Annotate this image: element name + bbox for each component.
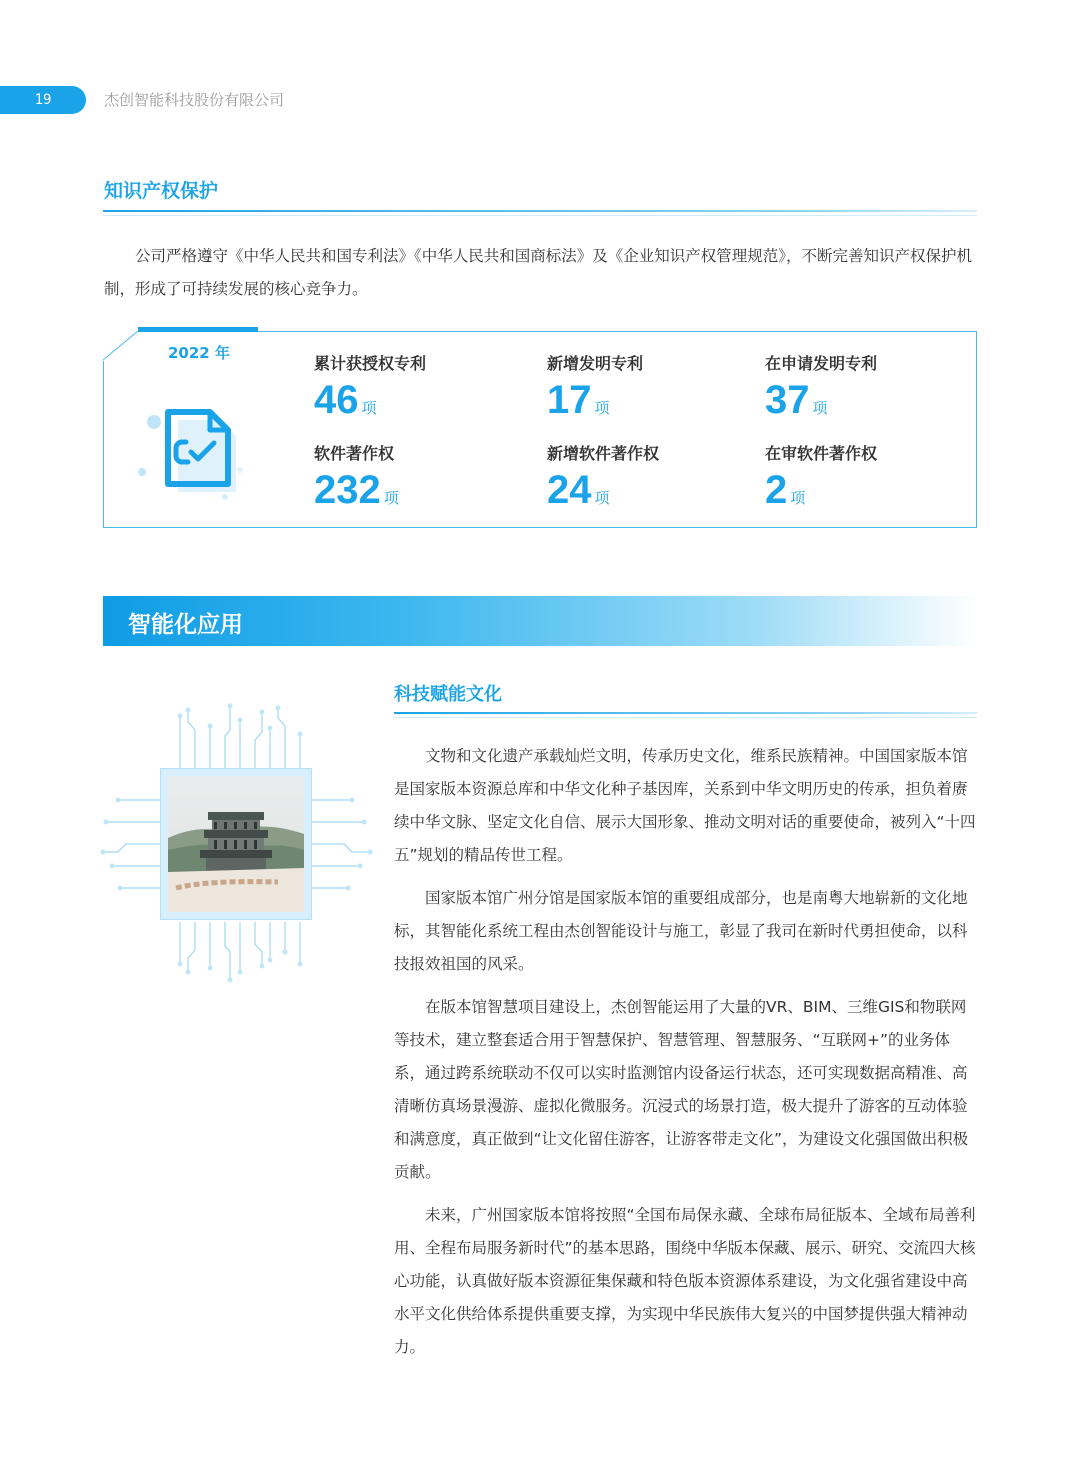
stat-value-reviewing-software-copyright: 2 项: [765, 468, 806, 512]
document-check-icon: [128, 380, 248, 510]
paragraph: 未来，广州国家版本馆将按照“全国布局保永藏、全球布局征版本、全域布局善利用、全程布局服务新时代”的基本思路，围绕中华版本保藏、展示、研究、交流四大核心功能，认真做好版本资源征集保藏和特色版本资源体系建设，为文化强省建设中高水平文化供给体系提供重要支撑，为实现中华民族伟大复兴的中国梦提供强大精神动力。: [394, 1206, 976, 1356]
year-tab: [138, 327, 258, 332]
box-corner-decoration: [103, 331, 139, 361]
paragraph: 国家版本馆广州分馆是国家版本馆的重要组成部分，也是南粤大地崭新的文化地标，其智能化系统工程由杰创智能设计与施工，彰显了我司在新时代勇担使命，以科技报效祖国的风采。: [394, 889, 968, 973]
banner-title: 智能化应用: [128, 612, 243, 638]
stat-label-software-copyright: 软件著作权: [314, 444, 395, 463]
stat-label-granted-patents: 累计获授权专利: [314, 354, 427, 373]
section-rule-thin: [103, 215, 977, 216]
section-title-ip: 知识产权保护: [104, 180, 219, 202]
subsection-title: 科技赋能文化: [394, 684, 502, 705]
national-archives-building-photo: [168, 776, 304, 912]
stat-label-reviewing-software-copyright: 在审软件著作权: [765, 444, 878, 463]
company-name: 杰创智能科技股份有限公司: [104, 91, 285, 109]
subsection-rule-thin: [394, 717, 977, 718]
paragraph: 文物和文化遗产承载灿烂文明，传承历史文化，维系民族精神。中国国家版本馆是国家版本资源总库和中华文化种子基因库，关系到中华文明历史的传承，担负着赓续中华文脉、坚定文化自信、展示大国形象、推动文明对话的重要使命，被列入“十四五”规划的精品传世工程。: [394, 747, 976, 864]
body-text: [394, 740, 978, 1374]
paragraph: 在版本馆智慧项目建设上，杰创智能运用了大量的VR、BIM、三维GIS和物联网等技术，建立整套适合用于智慧保护、智慧管理、智慧服务、“互联网+”的业务体系，通过跨系统联动不仅可以实时监测馆内设备运行状态，还可实现数据高精准、高清晰仿真场景漫游、虚拟化微服务。沉浸式的场景打造，极大提升了游客的互动体验和满意度，真正做到“让文化留住游客，让游客带走文化”，为建设文化强国做出积极贡献。: [394, 998, 969, 1181]
subsection-rule: [394, 712, 977, 714]
stat-label-new-invention-patents: 新增发明专利: [547, 354, 644, 373]
stat-value-pending-invention-patents: 37 项: [765, 378, 828, 422]
stat-value-granted-patents: 46 项: [314, 378, 377, 422]
ip-intro-text: 公司严格遵守《中华人民共和国专利法》《中华人民共和国商标法》及《企业知识产权管理规范》，不断完善知识产权保护机制，形成了可持续发展的核心竞争力。: [104, 247, 973, 298]
stat-value-software-copyright: 232 项: [314, 468, 399, 512]
year-label: 2022 年: [168, 344, 230, 362]
stat-value-new-invention-patents: 17 项: [547, 378, 610, 422]
stat-value-new-software-copyright: 24 项: [547, 468, 610, 512]
stat-label-new-software-copyright: 新增软件著作权: [547, 444, 660, 463]
section-rule: [103, 210, 977, 212]
page-number: 19: [0, 86, 86, 114]
stat-label-pending-invention-patents: 在申请发明专利: [765, 354, 878, 373]
